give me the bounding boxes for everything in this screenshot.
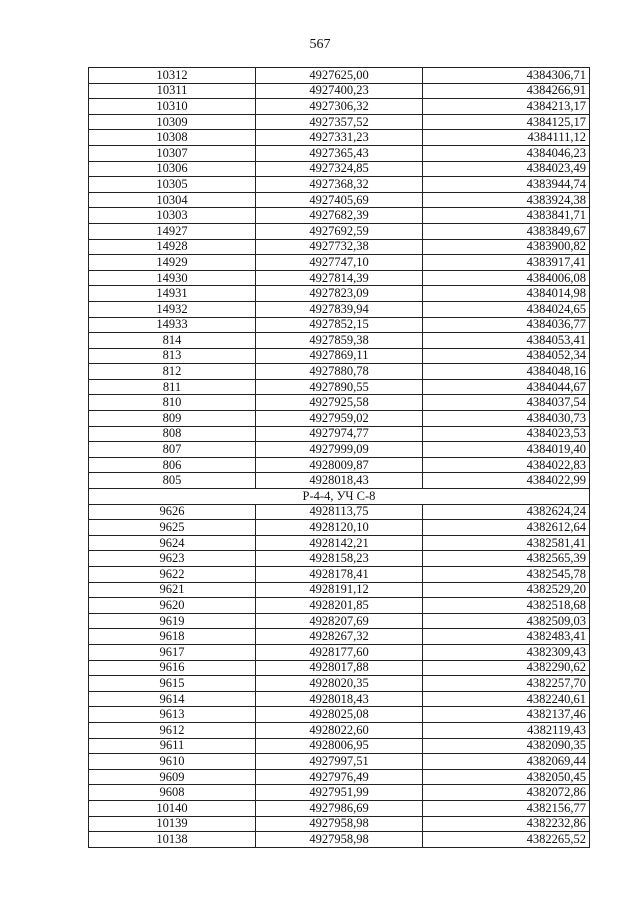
x-coordinate-cell: 4927682,39 <box>256 208 423 224</box>
point-number-cell: 9620 <box>89 598 256 614</box>
point-number-cell: 9618 <box>89 629 256 645</box>
x-coordinate-cell: 4927959,02 <box>256 411 423 427</box>
point-number-cell: 10139 <box>89 816 256 832</box>
x-coordinate-cell: 4927925,58 <box>256 395 423 411</box>
y-coordinate-cell: 4384111,12 <box>423 130 590 146</box>
y-coordinate-cell: 4382156,77 <box>423 800 590 816</box>
x-coordinate-cell: 4927814,39 <box>256 270 423 286</box>
table-row <box>89 629 590 645</box>
point-number-cell: 14931 <box>89 286 256 302</box>
point-number-cell: 10306 <box>89 161 256 177</box>
table-row <box>89 832 590 848</box>
x-coordinate-cell: 4927958,98 <box>256 816 423 832</box>
y-coordinate-cell: 4382050,45 <box>423 769 590 785</box>
x-coordinate-cell: 4927976,49 <box>256 769 423 785</box>
table-row <box>89 255 590 271</box>
x-coordinate-cell: 4927368,32 <box>256 177 423 193</box>
table-row <box>89 816 590 832</box>
y-coordinate-cell: 4384053,41 <box>423 333 590 349</box>
table-row <box>89 582 590 598</box>
table-row <box>89 473 590 489</box>
y-coordinate-cell: 4382518,68 <box>423 598 590 614</box>
table-row <box>89 379 590 395</box>
table-row <box>89 754 590 770</box>
y-coordinate-cell: 4384022,83 <box>423 457 590 473</box>
x-coordinate-cell: 4928158,23 <box>256 551 423 567</box>
table-row <box>89 691 590 707</box>
point-number-cell: 9622 <box>89 567 256 583</box>
y-coordinate-cell: 4382137,46 <box>423 707 590 723</box>
y-coordinate-cell: 4382509,03 <box>423 613 590 629</box>
y-coordinate-cell: 4382612,64 <box>423 520 590 536</box>
y-coordinate-cell: 4383944,74 <box>423 177 590 193</box>
point-number-cell: 10138 <box>89 832 256 848</box>
point-number-cell: 806 <box>89 457 256 473</box>
y-coordinate-cell: 4382090,35 <box>423 738 590 754</box>
point-number-cell: 9609 <box>89 769 256 785</box>
section-title: Р-4-4, УЧ С-8 <box>89 489 590 505</box>
x-coordinate-cell: 4927997,51 <box>256 754 423 770</box>
point-number-cell: 10311 <box>89 83 256 99</box>
x-coordinate-cell: 4927958,98 <box>256 832 423 848</box>
x-coordinate-cell: 4927859,38 <box>256 333 423 349</box>
point-number-cell: 9621 <box>89 582 256 598</box>
x-coordinate-cell: 4927331,23 <box>256 130 423 146</box>
x-coordinate-cell: 4927365,43 <box>256 145 423 161</box>
x-coordinate-cell: 4928017,88 <box>256 660 423 676</box>
point-number-cell: 809 <box>89 411 256 427</box>
x-coordinate-cell: 4928006,95 <box>256 738 423 754</box>
table-row <box>89 504 590 520</box>
x-coordinate-cell: 4928020,35 <box>256 676 423 692</box>
point-number-cell: 14927 <box>89 223 256 239</box>
page-number: 567 <box>309 37 331 52</box>
x-coordinate-cell: 4928207,69 <box>256 613 423 629</box>
point-number-cell: 9608 <box>89 785 256 801</box>
table-row <box>89 114 590 130</box>
table-row <box>89 145 590 161</box>
y-coordinate-cell: 4384024,65 <box>423 301 590 317</box>
point-number-cell: 14932 <box>89 301 256 317</box>
x-coordinate-cell: 4927747,10 <box>256 255 423 271</box>
y-coordinate-cell: 4382265,52 <box>423 832 590 848</box>
y-coordinate-cell: 4384213,17 <box>423 99 590 115</box>
x-coordinate-cell: 4928191,12 <box>256 582 423 598</box>
y-coordinate-cell: 4384023,53 <box>423 426 590 442</box>
x-coordinate-cell: 4928018,43 <box>256 691 423 707</box>
point-number-cell: 813 <box>89 348 256 364</box>
y-coordinate-cell: 4382232,86 <box>423 816 590 832</box>
section-header-row <box>89 489 590 505</box>
table-row <box>89 317 590 333</box>
point-number-cell: 10140 <box>89 800 256 816</box>
point-number-cell: 14929 <box>89 255 256 271</box>
point-number-cell: 814 <box>89 333 256 349</box>
table-row <box>89 613 590 629</box>
table-row <box>89 426 590 442</box>
x-coordinate-cell: 4927951,99 <box>256 785 423 801</box>
y-coordinate-cell: 4382483,41 <box>423 629 590 645</box>
y-coordinate-cell: 4384006,08 <box>423 270 590 286</box>
table-row <box>89 598 590 614</box>
x-coordinate-cell: 4928018,43 <box>256 473 423 489</box>
y-coordinate-cell: 4382290,62 <box>423 660 590 676</box>
x-coordinate-cell: 4928178,41 <box>256 567 423 583</box>
table-row <box>89 442 590 458</box>
y-coordinate-cell: 4382545,78 <box>423 567 590 583</box>
table-row <box>89 270 590 286</box>
point-number-cell: 9610 <box>89 754 256 770</box>
table-row <box>89 192 590 208</box>
point-number-cell: 9626 <box>89 504 256 520</box>
x-coordinate-cell: 4927852,15 <box>256 317 423 333</box>
y-coordinate-cell: 4382565,39 <box>423 551 590 567</box>
coordinates-table <box>88 67 590 848</box>
y-coordinate-cell: 4383841,71 <box>423 208 590 224</box>
point-number-cell: 9613 <box>89 707 256 723</box>
y-coordinate-cell: 4384019,40 <box>423 442 590 458</box>
x-coordinate-cell: 4928201,85 <box>256 598 423 614</box>
table-row <box>89 301 590 317</box>
table-row <box>89 535 590 551</box>
y-coordinate-cell: 4383924,38 <box>423 192 590 208</box>
table-row <box>89 239 590 255</box>
y-coordinate-cell: 4384044,67 <box>423 379 590 395</box>
x-coordinate-cell: 4928267,32 <box>256 629 423 645</box>
point-number-cell: 805 <box>89 473 256 489</box>
table-row <box>89 660 590 676</box>
x-coordinate-cell: 4927625,00 <box>256 68 423 84</box>
x-coordinate-cell: 4927357,52 <box>256 114 423 130</box>
point-number-cell: 9623 <box>89 551 256 567</box>
x-coordinate-cell: 4927823,09 <box>256 286 423 302</box>
point-number-cell: 10309 <box>89 114 256 130</box>
point-number-cell: 9614 <box>89 691 256 707</box>
point-number-cell: 9619 <box>89 613 256 629</box>
y-coordinate-cell: 4384306,71 <box>423 68 590 84</box>
x-coordinate-cell: 4927732,38 <box>256 239 423 255</box>
point-number-cell: 9615 <box>89 676 256 692</box>
table-row <box>89 177 590 193</box>
point-number-cell: 10310 <box>89 99 256 115</box>
y-coordinate-cell: 4384048,16 <box>423 364 590 380</box>
table-row <box>89 68 590 84</box>
table-row <box>89 395 590 411</box>
y-coordinate-cell: 4384037,54 <box>423 395 590 411</box>
y-coordinate-cell: 4383917,41 <box>423 255 590 271</box>
table-row <box>89 99 590 115</box>
y-coordinate-cell: 4384030,73 <box>423 411 590 427</box>
table-row <box>89 769 590 785</box>
y-coordinate-cell: 4384023,49 <box>423 161 590 177</box>
y-coordinate-cell: 4382072,86 <box>423 785 590 801</box>
table-row <box>89 83 590 99</box>
table-row <box>89 286 590 302</box>
x-coordinate-cell: 4927986,69 <box>256 800 423 816</box>
y-coordinate-cell: 4384125,17 <box>423 114 590 130</box>
point-number-cell: 10305 <box>89 177 256 193</box>
table-row <box>89 785 590 801</box>
x-coordinate-cell: 4927839,94 <box>256 301 423 317</box>
y-coordinate-cell: 4383900,82 <box>423 239 590 255</box>
point-number-cell: 14930 <box>89 270 256 286</box>
x-coordinate-cell: 4927999,09 <box>256 442 423 458</box>
point-number-cell: 10307 <box>89 145 256 161</box>
x-coordinate-cell: 4928025,08 <box>256 707 423 723</box>
x-coordinate-cell: 4927324,85 <box>256 161 423 177</box>
table-row <box>89 738 590 754</box>
x-coordinate-cell: 4928120,10 <box>256 520 423 536</box>
x-coordinate-cell: 4927974,77 <box>256 426 423 442</box>
x-coordinate-cell: 4927869,11 <box>256 348 423 364</box>
x-coordinate-cell: 4927692,59 <box>256 223 423 239</box>
y-coordinate-cell: 4384022,99 <box>423 473 590 489</box>
point-number-cell: 14933 <box>89 317 256 333</box>
point-number-cell: 10304 <box>89 192 256 208</box>
table-row <box>89 800 590 816</box>
y-coordinate-cell: 4384014,98 <box>423 286 590 302</box>
y-coordinate-cell: 4384036,77 <box>423 317 590 333</box>
table-row <box>89 551 590 567</box>
table-row <box>89 364 590 380</box>
y-coordinate-cell: 4382119,43 <box>423 722 590 738</box>
coordinates-table-body <box>89 68 590 848</box>
point-number-cell: 14928 <box>89 239 256 255</box>
x-coordinate-cell: 4927405,69 <box>256 192 423 208</box>
x-coordinate-cell: 4928009,87 <box>256 457 423 473</box>
x-coordinate-cell: 4928177,60 <box>256 644 423 660</box>
x-coordinate-cell: 4928022,60 <box>256 722 423 738</box>
point-number-cell: 9616 <box>89 660 256 676</box>
x-coordinate-cell: 4927400,23 <box>256 83 423 99</box>
table-row <box>89 130 590 146</box>
point-number-cell: 9617 <box>89 644 256 660</box>
point-number-cell: 9611 <box>89 738 256 754</box>
y-coordinate-cell: 4382529,20 <box>423 582 590 598</box>
y-coordinate-cell: 4382069,44 <box>423 754 590 770</box>
x-coordinate-cell: 4928142,21 <box>256 535 423 551</box>
point-number-cell: 9624 <box>89 535 256 551</box>
table-row <box>89 644 590 660</box>
y-coordinate-cell: 4382624,24 <box>423 504 590 520</box>
table-row <box>89 567 590 583</box>
point-number-cell: 9612 <box>89 722 256 738</box>
table-row <box>89 520 590 536</box>
point-number-cell: 812 <box>89 364 256 380</box>
point-number-cell: 10303 <box>89 208 256 224</box>
point-number-cell: 10308 <box>89 130 256 146</box>
point-number-cell: 10312 <box>89 68 256 84</box>
table-row <box>89 161 590 177</box>
table-row <box>89 722 590 738</box>
y-coordinate-cell: 4384266,91 <box>423 83 590 99</box>
x-coordinate-cell: 4927880,78 <box>256 364 423 380</box>
point-number-cell: 9625 <box>89 520 256 536</box>
point-number-cell: 811 <box>89 379 256 395</box>
point-number-cell: 807 <box>89 442 256 458</box>
y-coordinate-cell: 4383849,67 <box>423 223 590 239</box>
table-row <box>89 348 590 364</box>
x-coordinate-cell: 4927890,55 <box>256 379 423 395</box>
y-coordinate-cell: 4384046,23 <box>423 145 590 161</box>
y-coordinate-cell: 4382240,61 <box>423 691 590 707</box>
table-row <box>89 676 590 692</box>
y-coordinate-cell: 4384052,34 <box>423 348 590 364</box>
y-coordinate-cell: 4382257,70 <box>423 676 590 692</box>
y-coordinate-cell: 4382309,43 <box>423 644 590 660</box>
x-coordinate-cell: 4927306,32 <box>256 99 423 115</box>
point-number-cell: 810 <box>89 395 256 411</box>
table-row <box>89 457 590 473</box>
y-coordinate-cell: 4382581,41 <box>423 535 590 551</box>
table-row <box>89 208 590 224</box>
table-row <box>89 223 590 239</box>
point-number-cell: 808 <box>89 426 256 442</box>
table-row <box>89 707 590 723</box>
table-row <box>89 411 590 427</box>
x-coordinate-cell: 4928113,75 <box>256 504 423 520</box>
table-row <box>89 333 590 349</box>
